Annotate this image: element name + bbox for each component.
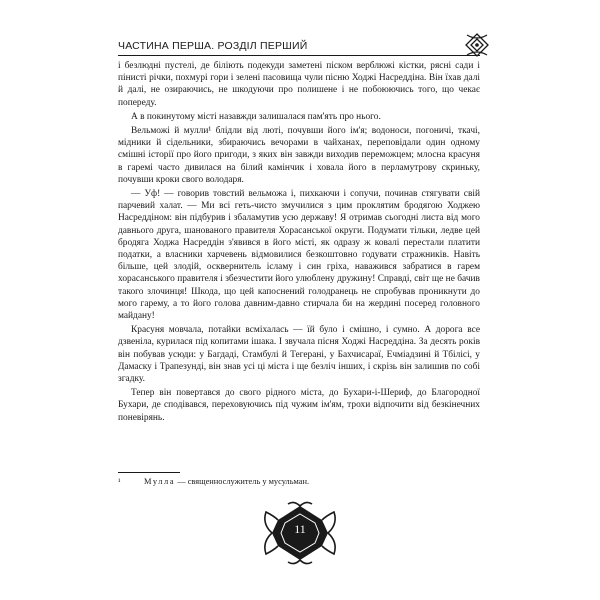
running-head (118, 30, 480, 56)
paragraph: Красуня мовчала, потайки всміхалась — їй було і смішно, і сумно. А дорога все дзвеніла, курилася під копитами ішака. І звучала пісня Ходжі Насреддіна. За десять років він побував усюди: у Багдаді, Стамбулі й Тегерані, у Бахчисараї, Ечміадзині й Тбілісі, у Дамаску і Трапезунді, він знав усі ці міста і ще безліч інших, і скрізь він залишив по собі згадку. (118, 325, 480, 385)
paragraph: — Уф! — говорив товстий вельможа і, пихкаючи і сопучи, починав стягувати свій парчевий халат. — Ми всі геть-чисто змучилися з цим проклятим бродягою Ходжею Насреддіном: він підбурив і збаламутив усю державу! Я отримав сьогодні листа від мого давнього друга, шанованого правителя Хорасанської округи. Подумати тільки, ледве цей бродяга Ходжа Насреддін з'явився в його місті, як одразу ж ковалі перестали платити податки, а власники харчевень відмовилися безкоштовно годувати стражників. Навіть більше, цей злодій, осквернитель ісламу і син гріха, наважився забратися в гарем хорасанського правителя і збезчестити його улюблену дружину! Справді, світ ще не бачив такого злочинця! Шкода, що цей капоснений голодранець не спробував проникнути до мого гарему, а то його голова давним-давно стирчала би на жердині посеред головного майдану! (118, 189, 480, 322)
paragraph: Вельможі й мулли¹ блідли від люті, почувши його ім'я; водоноси, погоничі, ткачі, мідники й сідельники, збираючись вечорами в чайханах, переповідали один одному смішні історії про його пригоди, з яких він завжди виходив переможцем; млосна красуня в гаремі часто дивилася на білий камінчик і ховала його в перламутрову скриньку, почувши кроки свого володаря. (118, 126, 480, 185)
page-number: 11 (294, 522, 306, 536)
footnote-text: — священнослужитель у мусульман. (175, 477, 310, 486)
footnote-mark: ¹ (118, 477, 121, 486)
footnote-term: Мулла (144, 477, 176, 486)
paragraph: і безлюдні пустелі, де біліють подекуди заметені піском верблюжі кістки, рясні сади і пінисті річки, похмурі гори і зелені пасовища чули пісню Ходжі Насреддіна. Він їхав далі й далі, не озираючись, не шкодуючи про полишене і не побоюючись того, що чекає попереду. (118, 61, 480, 108)
footnote (118, 476, 480, 487)
ornament-icon (464, 32, 490, 58)
body-text (118, 60, 480, 424)
running-head-title: ЧАСТИНА ПЕРША. РОЗДІЛ ПЕРШИЙ (118, 40, 308, 52)
book-page (118, 30, 480, 424)
paragraph: А в покинутому місті назавжди залишалася пам'ять про нього. (131, 111, 381, 122)
folio (258, 500, 342, 566)
footnote-rule (118, 472, 180, 473)
paragraph: Тепер він повертався до свого рідного міста, до Бухари-і-Шериф, до Благородної Бухари, де сподівався, переховуючись під чужим ім'ям, трохи відпочити від безкінечних поневірянь. (118, 388, 480, 423)
